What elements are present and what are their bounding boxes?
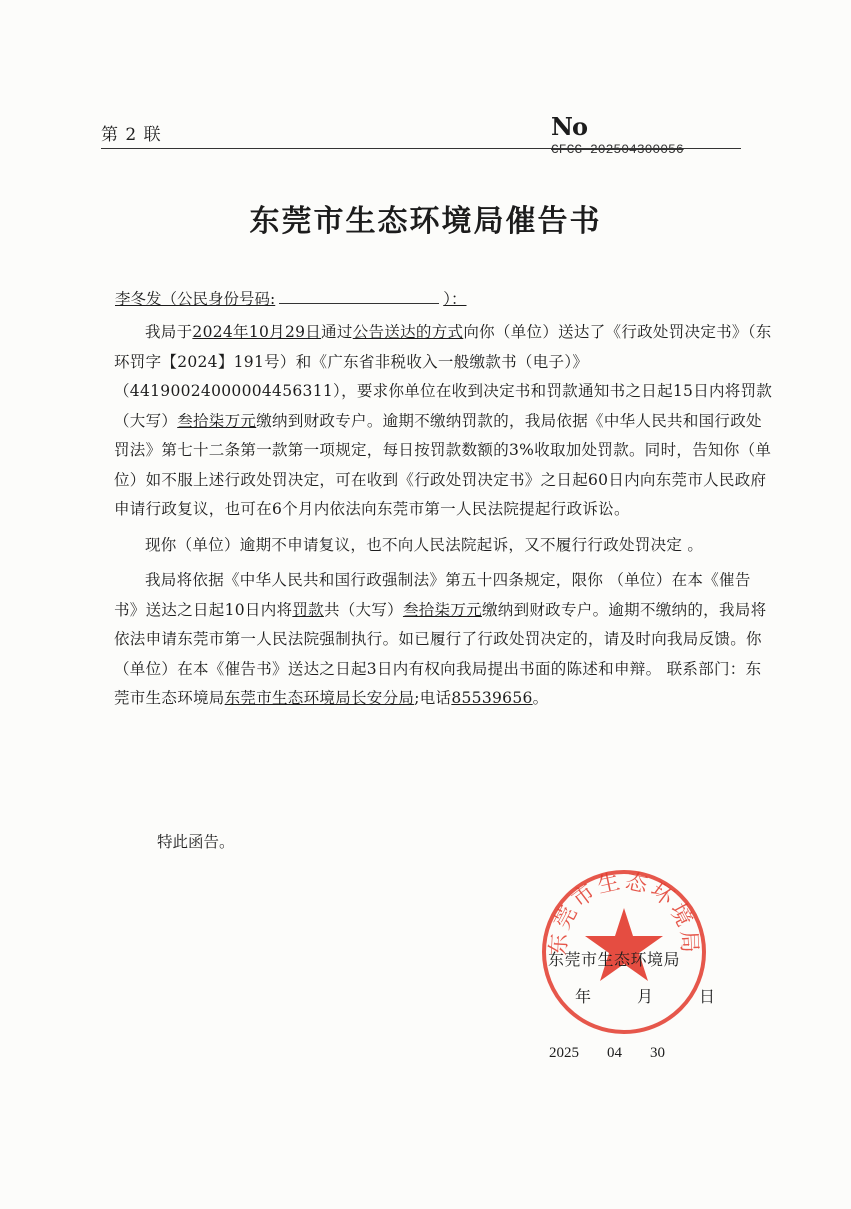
text: 。 — [532, 689, 549, 707]
fine-amount-2: 叁拾柒万元 — [402, 600, 482, 619]
seal-star-icon — [585, 908, 663, 981]
paragraph-1 — [114, 318, 774, 525]
text: 我局于 — [145, 323, 193, 341]
sign-month: 04 — [607, 1045, 622, 1061]
text: 我局将依据《中华人民共和国行政强制法》第五十四条规定，限你 （单位）在本《催告书》送达之日起10日内将 — [114, 571, 751, 619]
text: 缴纳到财政专户。逾期不缴纳的，我局将依法申请东莞市第一人民法院强制执行。如已履行了行政处罚决定的，请及时向我局反馈。你（单位）在本《催告书》送达之日起3日内有权向我局提出书面的陈述和申辩。 联系部门：东莞市生态环境局 — [114, 600, 767, 707]
seal-text: 东莞市生态环境局 — [546, 868, 702, 957]
contact-phone: 85539656 — [451, 689, 533, 707]
copy-label: 第 2 联 — [101, 125, 162, 145]
id-number-blank — [279, 289, 439, 304]
paragraph-3 — [114, 566, 774, 714]
addressee-name: 李冬发（公民身份号码: — [115, 290, 276, 308]
addressee-suffix: ）： — [443, 290, 467, 308]
fine-label: 罚款 — [292, 600, 324, 619]
addressee-line — [115, 287, 467, 309]
delivery-date: 2024年10月29日 — [192, 323, 322, 341]
text: 共（大写） — [323, 600, 403, 619]
sign-day: 30 — [650, 1045, 665, 1061]
signature-date — [549, 1045, 665, 1062]
signature-date-labels — [575, 984, 715, 1007]
paragraph-2: 现你（单位）逾期不申请复议，也不向人民法院起诉，又不履行行政处罚决定 。 — [145, 535, 704, 554]
delivery-method: 公告送达的方式 — [352, 323, 464, 341]
text: ;电话 — [414, 689, 452, 707]
contact-department: 东莞市生态环境局长安分局 — [224, 689, 415, 707]
text: 缴纳到财政专户。逾期不缴纳罚款的，我局依据《中华人民共和国行政处罚法》第七十二条第一款第一项规定，每日按罚款数额的3%收取加处罚款。同时，告知你（单位）如不服上述行政处罚决定，可在收到《行政处罚决定书》之日起60日内向东莞市人民政府申请行政复议，也可在6个月内依法向东莞市第一人民法院提起行政诉讼。 — [114, 411, 772, 518]
text: 通过 — [321, 323, 353, 341]
signature-organization: 东莞市生态环境局 — [548, 950, 681, 969]
month-label: 月 — [637, 987, 654, 1006]
year-label: 年 — [575, 987, 592, 1006]
notice-body — [114, 318, 774, 720]
closing-phrase: 特此函告。 — [157, 833, 235, 851]
day-label: 日 — [699, 987, 716, 1006]
sign-year: 2025 — [549, 1045, 579, 1061]
serial-number: CFCG-202504300056 — [551, 142, 684, 157]
fine-amount: 叁拾柒万元 — [177, 411, 257, 430]
header-rule — [101, 148, 741, 149]
text: 向你（单位）送达了《行政处罚决定书》（东环罚字【2024】191号）和《广东省非税收入一般缴款书（电子）》（4419002400000445631​1），要求你单位在收到决定书和罚款通知书之日起15日内将罚款（大写） — [114, 323, 773, 430]
serial-number-sign: No — [551, 112, 587, 141]
document-title: 东莞市生态环境局催告书 — [249, 204, 602, 239]
